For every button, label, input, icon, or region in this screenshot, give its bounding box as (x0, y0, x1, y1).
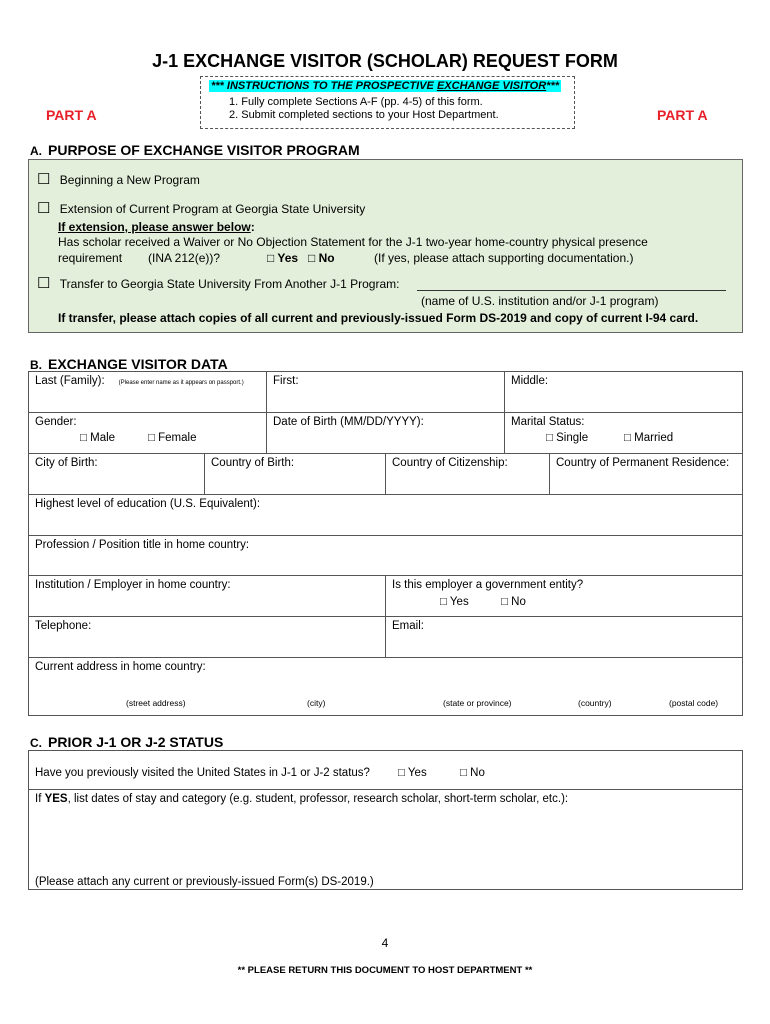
section-c-heading: C. PRIOR J-1 OR J-2 STATUS (30, 734, 224, 750)
last-name-field[interactable]: Last (Family): (Please enter name as it appears on passport.) (35, 375, 244, 387)
part-a-right-label: PART A (657, 107, 708, 123)
male-checkbox[interactable]: □ Male (80, 432, 116, 444)
address-street-caption: (street address) (126, 698, 186, 708)
first-name-field[interactable]: First: (273, 375, 299, 387)
address-city-caption: (city) (307, 698, 326, 708)
female-checkbox[interactable]: □ Female (148, 432, 197, 444)
option-extension[interactable]: ☐ Extension of Current Program at Georgia State University (37, 200, 366, 217)
single-checkbox[interactable]: □ Single (546, 432, 589, 444)
prior-visit-no-checkbox[interactable]: □ No (460, 767, 485, 779)
instruction-item-2: 2. Submit completed sections to your Host Department. (229, 109, 499, 121)
section-a-box (28, 159, 743, 333)
part-a-left-label: PART A (46, 107, 97, 123)
waiver-note: (If yes, please attach supporting documentation.) (374, 251, 634, 265)
middle-name-field[interactable]: Middle: (511, 375, 549, 387)
country-of-birth-field[interactable]: Country of Birth: (211, 457, 295, 469)
address-state-caption: (state or province) (443, 698, 512, 708)
instructions-box (200, 76, 575, 129)
address-postal-caption: (postal code) (669, 698, 719, 708)
waiver-question: Has scholar received a Waiver or No Objection Statement for the J-1 two-year home-country physical presence (58, 235, 648, 249)
checkbox-icon[interactable]: ☐ (37, 200, 51, 217)
date-of-birth-field[interactable]: Date of Birth (MM/DD/YYYY): (273, 416, 424, 428)
checkbox-icon[interactable]: ☐ (37, 275, 51, 292)
instructions-title: *** INSTRUCTIONS TO THE PROSPECTIVE EXCHANGE VISITOR*** (211, 80, 560, 92)
address-country-caption: (country) (578, 698, 612, 708)
waiver-requirement-label: requirement (58, 251, 123, 265)
prior-visit-question: Have you previously visited the United States in J-1 or J-2 status? (35, 767, 370, 779)
married-checkbox[interactable]: □ Married (624, 432, 674, 444)
section-a-heading: A. PURPOSE OF EXCHANGE VISITOR PROGRAM (30, 142, 360, 158)
prior-status-table (28, 750, 743, 890)
section-b-heading: B. EXCHANGE VISITOR DATA (30, 356, 228, 372)
transfer-note: If transfer, please attach copies of all current and previously-issued Form DS-2019 and copy of current I-94 card. (58, 311, 699, 325)
gender-label: Gender: (35, 416, 77, 428)
page-number: 4 (381, 936, 389, 950)
marital-status-label: Marital Status: (511, 416, 585, 428)
prior-visit-yes-checkbox[interactable]: □ Yes (398, 767, 427, 779)
city-of-birth-field[interactable]: City of Birth: (35, 457, 98, 469)
country-of-residence-field[interactable]: Country of Permanent Residence: (556, 457, 730, 469)
option-new-program[interactable]: ☐ Beginning a New Program (37, 171, 200, 188)
profession-field[interactable]: Profession / Position title in home country: (35, 539, 250, 551)
checkbox-icon[interactable]: ☐ (37, 171, 51, 188)
ds2019-attach-note: (Please attach any current or previously-issued Form(s) DS-2019.) (35, 876, 374, 888)
institution-field[interactable]: Institution / Employer in home country: (35, 579, 231, 591)
education-field[interactable]: Highest level of education (U.S. Equivalent): (35, 498, 261, 510)
home-address-field[interactable]: Current address in home country: (35, 661, 206, 673)
government-yes-checkbox[interactable]: □ Yes (440, 596, 469, 608)
email-field[interactable]: Email: (392, 620, 424, 632)
telephone-field[interactable]: Telephone: (35, 620, 92, 632)
waiver-yes-checkbox[interactable]: □ Yes (267, 251, 299, 265)
transfer-caption: (name of U.S. institution and/or J-1 program) (421, 294, 659, 308)
instruction-item-1: 1. Fully complete Sections A-F (pp. 4-5) of this form. (229, 96, 483, 108)
extension-heading: If extension, please answer below: (58, 220, 255, 234)
form-title: J-1 EXCHANGE VISITOR (SCHOLAR) REQUEST FORM (152, 51, 618, 71)
ina-label: (INA 212(e))? (148, 251, 221, 265)
waiver-no-checkbox[interactable]: □ No (308, 251, 335, 265)
transfer-institution-line[interactable] (417, 290, 726, 291)
option-transfer[interactable]: ☐ Transfer to Georgia State University From Another J-1 Program: (37, 275, 400, 292)
exchange-visitor-data-table (28, 371, 743, 716)
government-no-checkbox[interactable]: □ No (501, 596, 526, 608)
government-entity-question: Is this employer a government entity? (392, 579, 584, 591)
country-of-citizenship-field[interactable]: Country of Citizenship: (392, 457, 508, 469)
prior-visit-details-field[interactable]: If YES, list dates of stay and category (e.g. student, professor, research scholar, short-term scholar, etc.): (35, 793, 569, 805)
return-notice: ** PLEASE RETURN THIS DOCUMENT TO HOST DEPARTMENT ** (237, 965, 533, 976)
